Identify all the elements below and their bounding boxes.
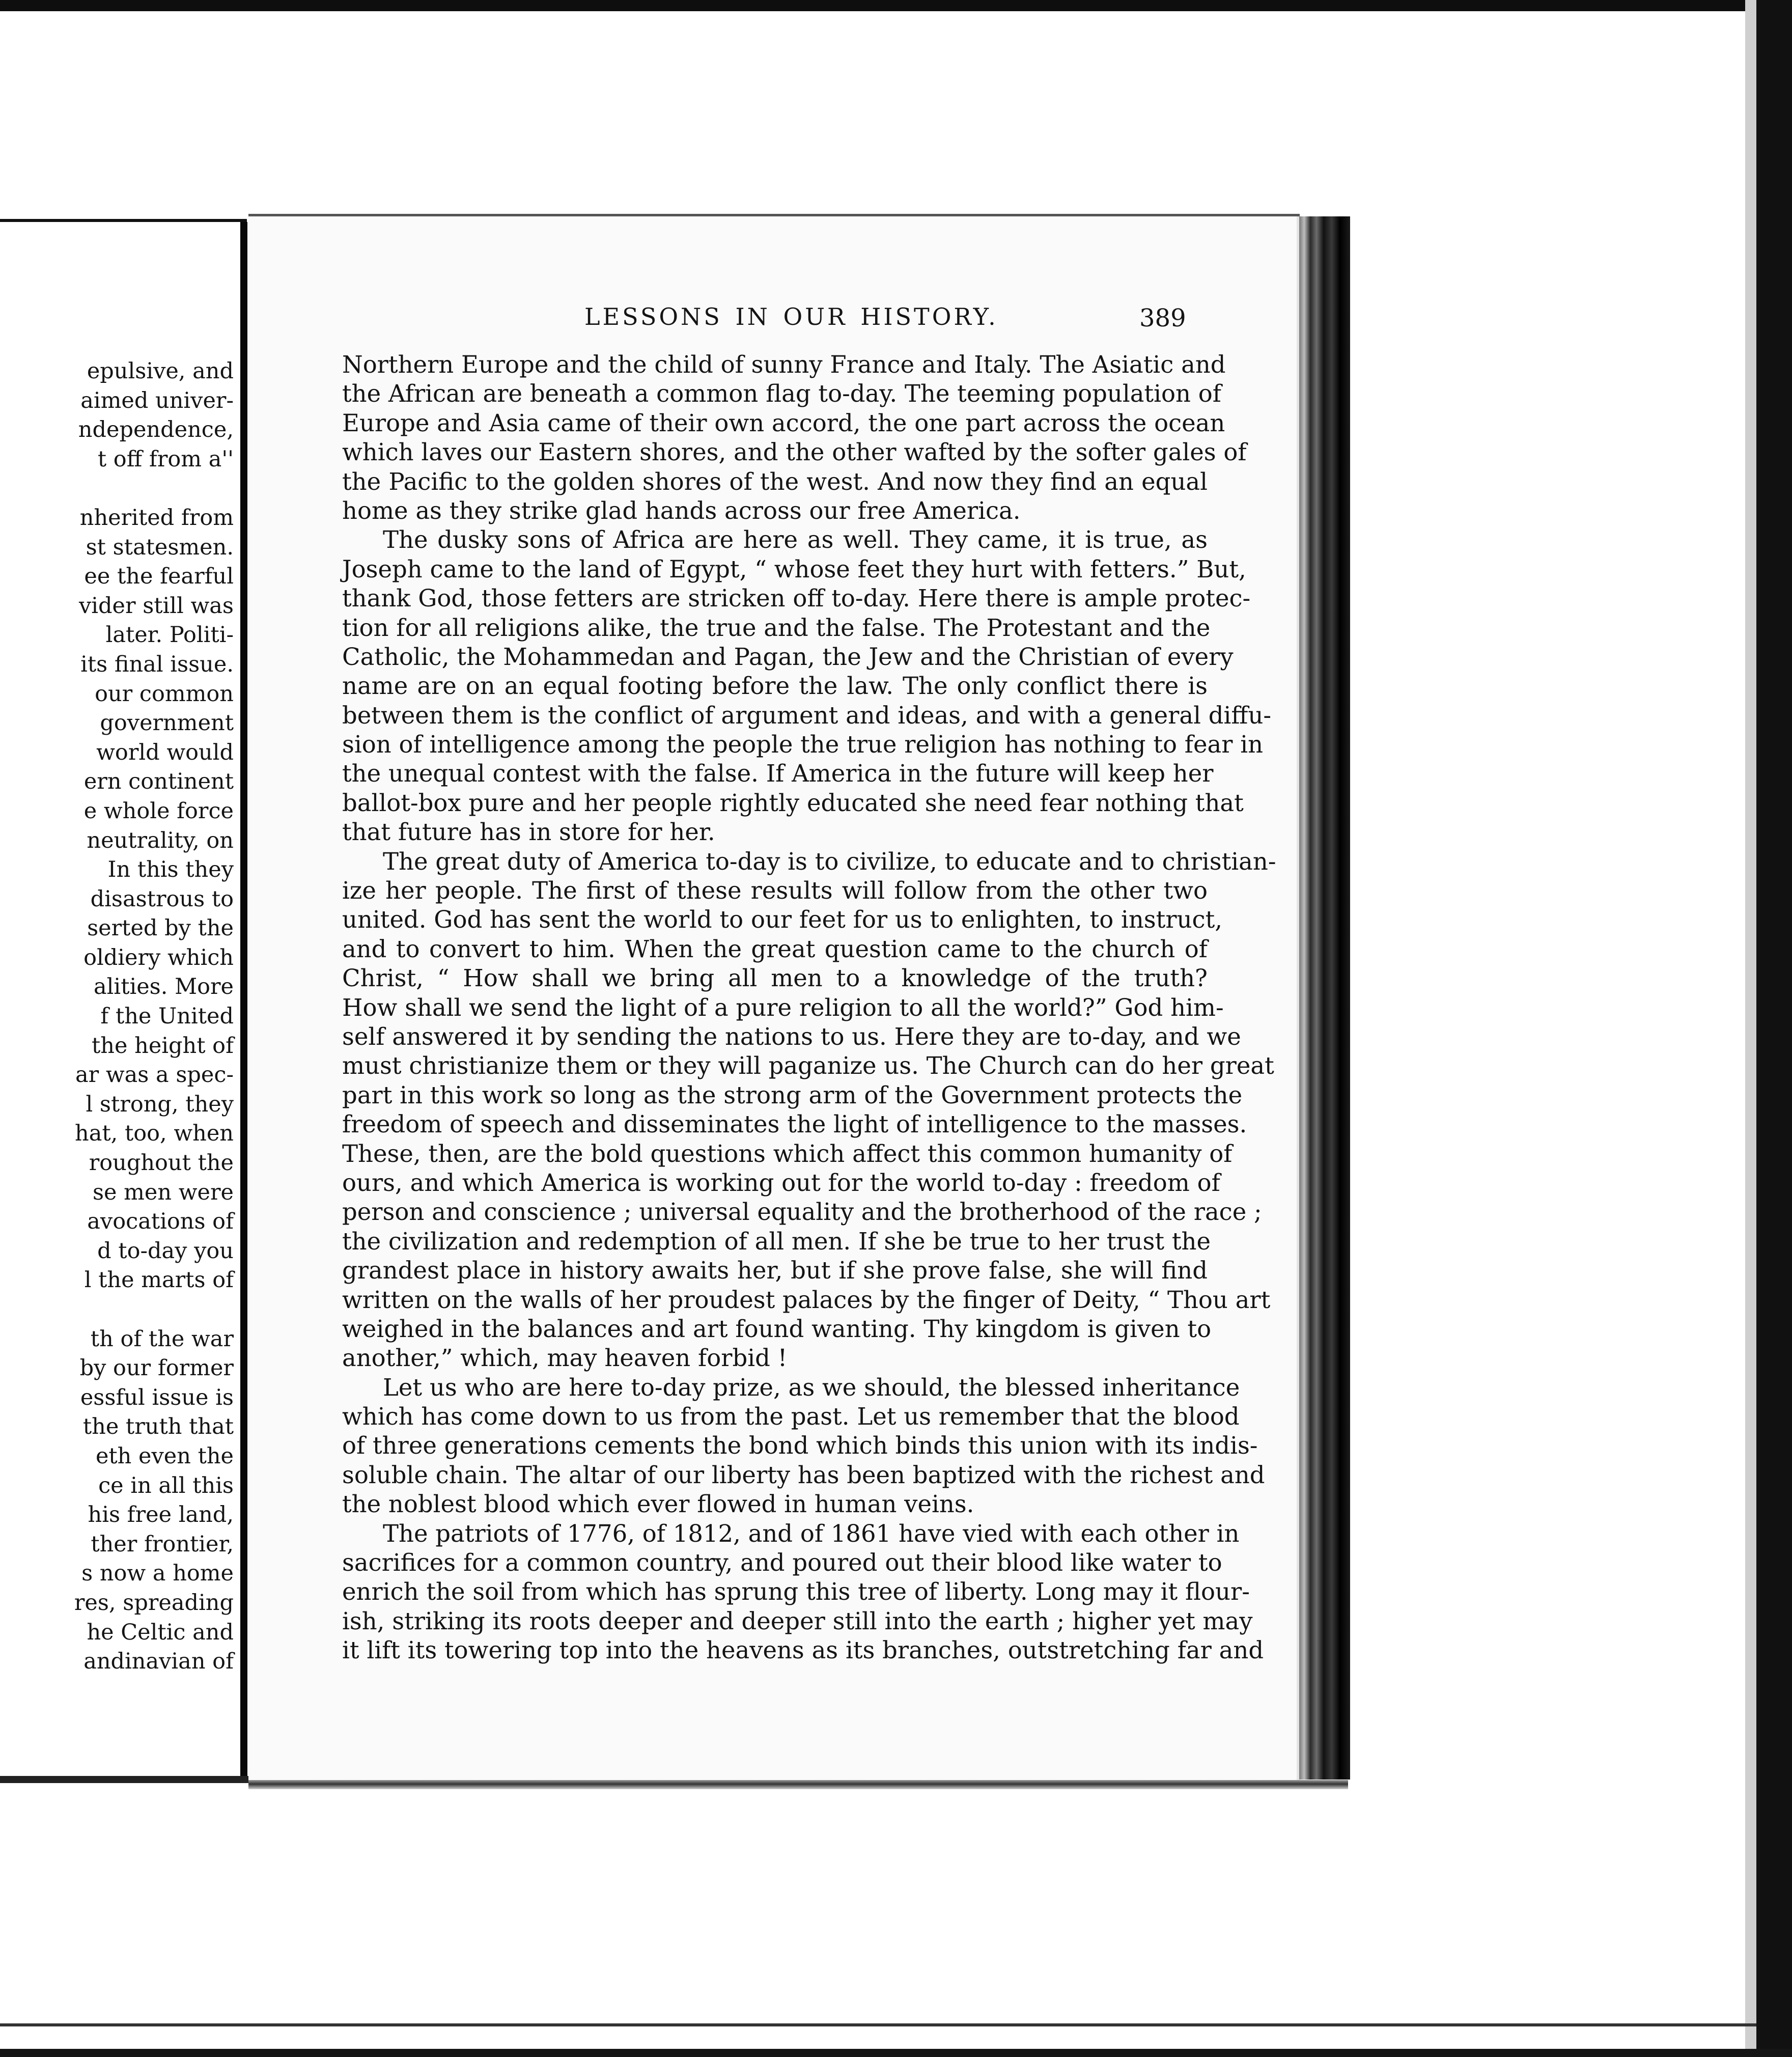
scan-border-right bbox=[1756, 0, 1792, 2057]
body-line: the civilization and redemption of all men. If she be true to her trust the bbox=[342, 1227, 1211, 1255]
body-line: another,” which, may heaven forbid ! bbox=[342, 1344, 788, 1372]
left-line: t off from a'' bbox=[97, 446, 234, 472]
body-line: The great duty of America to-day is to civilize, to educate and to christian- bbox=[383, 847, 1276, 875]
left-line: andinavian of bbox=[83, 1649, 234, 1675]
left-line: eth even the bbox=[95, 1443, 234, 1469]
left-line: the truth that bbox=[82, 1414, 234, 1440]
body-line: the African are beneath a common flag to-day. The teeming population of bbox=[342, 380, 1221, 408]
left-line: ther frontier, bbox=[91, 1531, 234, 1557]
body-line: name are on an equal footing before the law. The only conflict there is bbox=[342, 672, 1208, 700]
body-line: ize her people. The first of these results will follow from the other two bbox=[342, 877, 1208, 905]
scan-border-right-inner bbox=[1745, 0, 1756, 2057]
body-line: enrich the soil from which has sprung this tree of liberty. Long may it flour- bbox=[342, 1578, 1250, 1606]
body-line: and to convert to him. When the great question came to the church of bbox=[342, 935, 1208, 963]
body-line: grandest place in history awaits her, but if she prove false, she will find bbox=[342, 1257, 1208, 1285]
left-page-text bbox=[10, 357, 234, 1677]
body-line: The dusky sons of Africa are here as well. They came, it is true, as bbox=[383, 526, 1208, 554]
left-line: later. Politi- bbox=[105, 622, 234, 648]
left-line: ce in all this bbox=[98, 1472, 234, 1498]
body-line: the noblest blood which ever flowed in human veins. bbox=[342, 1490, 974, 1518]
left-line: by our former bbox=[79, 1355, 234, 1381]
body-line: of three generations cements the bond which binds this union with its indis- bbox=[342, 1432, 1258, 1460]
left-line: alities. More bbox=[94, 974, 234, 1000]
body-line: home as they strike glad hands across our free America. bbox=[342, 496, 1021, 524]
body-line: weighed in the balances and art found wanting. Thy kingdom is given to bbox=[342, 1315, 1212, 1343]
body-line: Europe and Asia came of their own accord, the one part across the ocean bbox=[342, 409, 1225, 437]
scan-border-bottom bbox=[0, 2049, 1792, 2057]
left-paragraph-gap bbox=[10, 1295, 234, 1325]
page-body-text bbox=[342, 350, 1276, 1665]
body-line: the Pacific to the golden shores of the west. And now they find an equal bbox=[342, 467, 1208, 495]
body-line: ballot-box pure and her people rightly educated she need fear nothing that bbox=[342, 789, 1244, 817]
left-line: world would bbox=[96, 739, 234, 765]
left-line: e whole force bbox=[83, 798, 234, 824]
left-line: s now a home bbox=[81, 1561, 234, 1587]
body-line: Let us who are here to-day prize, as we should, the blessed inheritance bbox=[383, 1373, 1240, 1401]
body-line: tion for all religions alike, the true and the false. The Protestant and the bbox=[342, 614, 1211, 642]
body-line: the unequal contest with the false. If America in the future will keep her bbox=[342, 760, 1214, 788]
left-line: its final issue. bbox=[80, 651, 234, 677]
page-number: 389 bbox=[1139, 304, 1186, 332]
left-line: f the United bbox=[100, 1004, 234, 1030]
body-line: that future has in store for her. bbox=[342, 818, 715, 846]
left-line: d to-day you bbox=[97, 1238, 234, 1264]
body-line: part in this work so long as the strong arm of the Government protects the bbox=[342, 1081, 1243, 1109]
body-line: ish, striking its roots deeper and deeper still into the earth ; higher yet may bbox=[342, 1607, 1253, 1635]
body-line: These, then, are the bold questions which affect this common humanity of bbox=[342, 1139, 1233, 1168]
body-line: Catholic, the Mohammedan and Pagan, the Jew and the Christian of every bbox=[342, 643, 1234, 671]
body-line: ours, and which America is working out for the world to-day : freedom of bbox=[342, 1169, 1220, 1197]
body-line: Northern Europe and the child of sunny France and Italy. The Asiatic and bbox=[342, 351, 1226, 378]
body-line: united. God has sent the world to our feet for us to enlighten, to instruct, bbox=[342, 906, 1223, 934]
left-line: the height of bbox=[92, 1033, 234, 1059]
body-line: Christ, “ How shall we bring all men to a knowledge of the truth? bbox=[342, 964, 1208, 992]
left-line: st statesmen. bbox=[86, 534, 234, 560]
left-line: ee the fearful bbox=[84, 564, 234, 590]
left-line: avocations of bbox=[87, 1209, 234, 1235]
left-line: aimed univer- bbox=[80, 387, 234, 413]
scan-line-bottom bbox=[0, 2023, 1756, 2026]
left-line: his free land, bbox=[88, 1502, 234, 1528]
left-line: nherited from bbox=[79, 505, 234, 531]
left-line: ar was a spec- bbox=[75, 1062, 234, 1088]
body-line: freedom of speech and disseminates the light of intelligence to the masses. bbox=[342, 1110, 1247, 1138]
body-line: which laves our Eastern shores, and the other wafted by the softer gales of bbox=[342, 438, 1247, 466]
page-edge-stack bbox=[1299, 216, 1350, 1780]
left-line: hat, too, when bbox=[75, 1121, 234, 1147]
body-line: How shall we send the light of a pure religion to all the world?” God him- bbox=[342, 993, 1224, 1021]
left-line: In this they bbox=[107, 857, 234, 883]
left-line: l the marts of bbox=[84, 1267, 234, 1293]
body-line: The patriots of 1776, of 1812, and of 1861 have vied with each other in bbox=[383, 1519, 1240, 1547]
body-line: thank God, those fetters are stricken off to-day. Here there is ample protec- bbox=[342, 585, 1251, 613]
left-line: serted by the bbox=[87, 915, 234, 941]
body-line: it lift its towering top into the heavens as its branches, outstretching far and bbox=[342, 1636, 1264, 1664]
left-line: our common bbox=[95, 681, 234, 707]
body-line: Joseph came to the land of Egypt, “ whose feet they hurt with fetters.” But, bbox=[342, 555, 1246, 583]
left-line: res, spreading bbox=[74, 1590, 234, 1616]
left-line: l strong, they bbox=[86, 1091, 234, 1117]
body-line: written on the walls of her proudest palaces by the finger of Deity, “ Thou art bbox=[342, 1286, 1271, 1314]
body-line: self answered it by sending the nations to us. Here they are to-day, and we bbox=[342, 1022, 1241, 1050]
body-line: person and conscience ; universal equality and the brotherhood of the race ; bbox=[342, 1198, 1262, 1226]
body-line: which has come down to us from the past. Let us remember that the blood bbox=[342, 1403, 1240, 1431]
left-facing-page bbox=[0, 219, 247, 1785]
left-line: ern continent bbox=[83, 769, 234, 795]
left-line: roughout the bbox=[89, 1150, 234, 1176]
left-line: neutrality, on bbox=[87, 827, 234, 853]
running-head: LESSONS IN OUR HISTORY. bbox=[584, 303, 998, 330]
left-line: he Celtic and bbox=[87, 1619, 234, 1645]
book-spine-gutter bbox=[240, 222, 247, 1780]
left-line: se men were bbox=[92, 1179, 234, 1205]
left-line: disastrous to bbox=[90, 886, 234, 912]
body-line: sacrifices for a common country, and poured out their blood like water to bbox=[342, 1549, 1222, 1577]
left-line: essful issue is bbox=[80, 1384, 234, 1410]
left-line: th of the war bbox=[90, 1326, 234, 1352]
left-line: government bbox=[100, 710, 234, 736]
left-line: oldiery which bbox=[83, 944, 234, 970]
body-line: must christianize them or they will paganize us. The Church can do her great bbox=[342, 1052, 1274, 1080]
left-line: ndependence, bbox=[78, 417, 234, 443]
left-line: vider still was bbox=[78, 593, 234, 619]
page-bottom-edge bbox=[248, 1780, 1348, 1789]
body-line: between them is the conflict of argument and ideas, and with a general diffu- bbox=[342, 701, 1272, 729]
left-line: epulsive, and bbox=[87, 358, 234, 384]
scan-border-top bbox=[0, 0, 1792, 11]
left-paragraph-gap bbox=[10, 474, 234, 504]
body-line: soluble chain. The altar of our liberty has been baptized with the richest and bbox=[342, 1461, 1265, 1489]
body-line: sion of intelligence among the people the true religion has nothing to fear in bbox=[342, 731, 1264, 759]
